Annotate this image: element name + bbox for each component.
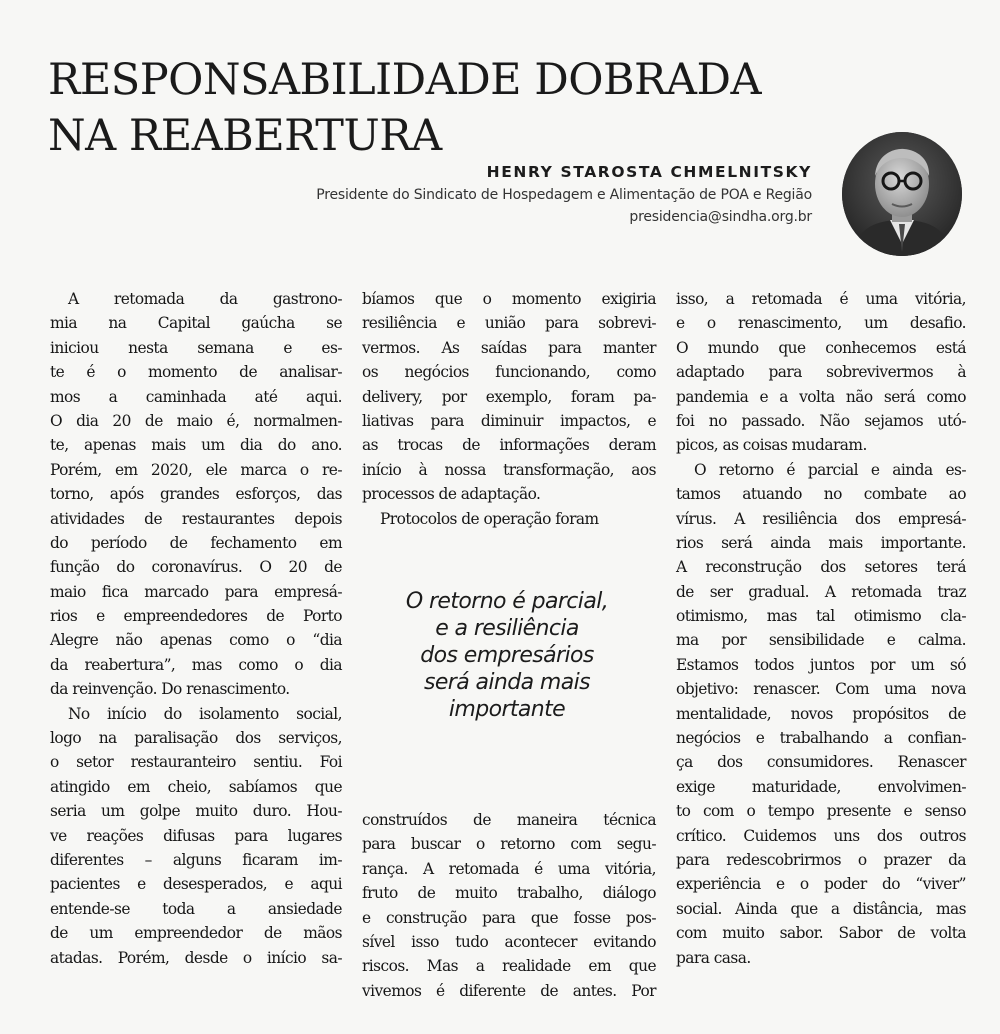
text-line: riscos. Mas a realidade em que xyxy=(362,957,656,976)
author-name: HENRY STAROSTA CHMELNITSKY xyxy=(486,163,812,181)
text-line: picos, as coisas mudaram. xyxy=(676,436,867,455)
text-line: Alegre não apenas como o “dia xyxy=(50,631,342,650)
article-column-2-top xyxy=(362,287,656,531)
text-line: para casa. xyxy=(676,948,751,967)
text-line: atingido em cheio, sabíamos que xyxy=(50,777,342,796)
text-line: tamos atuando no combate ao xyxy=(676,485,966,504)
text-line: O retorno é parcial e ainda es- xyxy=(694,460,966,479)
pull-quote-line: e a resiliência xyxy=(435,616,579,641)
pull-quote-line: dos empresários xyxy=(420,643,594,668)
article-column-3 xyxy=(676,287,966,970)
text-line: rios será ainda mais importante. xyxy=(676,533,966,552)
headline xyxy=(48,52,808,164)
text-line: delivery, por exemplo, foram pa- xyxy=(362,387,656,406)
text-line: otimismo, mas tal otimismo cla- xyxy=(676,607,966,626)
text-line: vírus. A resiliência dos empresá- xyxy=(676,509,966,528)
text-line: rança. A retomada é uma vitória, xyxy=(362,859,656,878)
text-line: A retomada da gastrono- xyxy=(68,290,342,308)
text-line: No início do isolamento social, xyxy=(68,704,342,723)
text-line: de ser gradual. A retomada traz xyxy=(676,582,966,601)
pull-quote-line: importante xyxy=(448,697,566,722)
text-line: crítico. Cuidemos uns dos outros xyxy=(676,826,966,845)
text-line: função do coronavírus. O 20 de xyxy=(50,558,342,577)
text-line: pandemia e a volta não será como xyxy=(676,387,966,406)
text-line: Porém, em 2020, ele marca o re- xyxy=(50,460,342,479)
text-line: atividades de restaurantes depois xyxy=(50,509,342,528)
text-line: ça dos consumidores. Renascer xyxy=(676,753,966,772)
text-line: maio fica marcado para empresá- xyxy=(50,582,342,601)
text-line: vermos. As saídas para manter xyxy=(362,338,656,357)
text-line: as trocas de informações deram xyxy=(362,436,656,455)
text-line: iniciou nesta semana e es- xyxy=(50,338,342,357)
author-photo xyxy=(842,132,962,256)
text-line: social. Ainda que a distância, mas xyxy=(676,899,966,918)
text-line: negócios e trabalhando a confian- xyxy=(676,729,966,748)
text-line: com muito sabor. Sabor de volta xyxy=(676,924,966,943)
text-line: início à nossa transformação, aos xyxy=(362,460,656,479)
text-line: seria um golpe muito duro. Hou- xyxy=(50,802,342,821)
pull-quote xyxy=(372,588,642,723)
text-line: os negócios funcionando, como xyxy=(362,363,656,382)
text-line: experiência e o poder do “viver” xyxy=(676,875,966,894)
text-line: O mundo que conhecemos está xyxy=(676,338,966,357)
text-line: da reinvenção. Do renascimento. xyxy=(50,680,290,699)
byline xyxy=(316,160,812,228)
text-line: para buscar o retorno com segu- xyxy=(362,835,656,854)
text-line: logo na paralisação dos serviços, xyxy=(50,729,342,748)
text-line: resiliência e união para sobrevi- xyxy=(362,314,656,333)
text-line: te, apenas mais um dia do ano. xyxy=(50,436,342,455)
text-line: fruto de muito trabalho, diálogo xyxy=(362,884,656,903)
headline-line-1: RESPONSABILIDADE DOBRADA xyxy=(48,55,762,105)
text-line: construídos de maneira técnica xyxy=(362,811,656,829)
text-line: atadas. Porém, desde o início sa- xyxy=(50,948,342,967)
text-line: mia na Capital gaúcha se xyxy=(50,314,342,333)
text-line: pacientes e desesperados, e aqui xyxy=(50,875,342,894)
text-line: rios e empreendedores de Porto xyxy=(50,607,342,626)
text-line: diferentes – alguns ficaram im- xyxy=(50,850,342,869)
text-line: sível isso tudo acontecer evitando xyxy=(362,932,656,951)
text-line: mentalidade, novos propósitos de xyxy=(676,704,966,723)
headline-line-2: NA REABERTURA xyxy=(48,111,442,161)
text-line: ma por sensibilidade e calma. xyxy=(676,631,966,650)
text-line: da reabertura”, mas como o dia xyxy=(50,655,342,674)
text-line: o setor restauranteiro sentiu. Foi xyxy=(50,753,342,772)
text-line: para redescobrirmos o prazer da xyxy=(676,850,966,869)
text-line: entende-se toda a ansiedade xyxy=(50,899,342,918)
text-line: A reconstrução dos setores terá xyxy=(676,558,966,577)
text-line: ve reações difusas para lugares xyxy=(50,826,342,845)
text-line: liativas para diminuir impactos, e xyxy=(362,411,656,430)
article-column-1 xyxy=(50,287,342,970)
author-role: Presidente do Sindicato de Hospedagem e Alimentação de POA e Região xyxy=(316,187,812,203)
text-line: foi no passado. Não sejamos utó- xyxy=(676,411,966,430)
text-line: Protocolos de operação foram xyxy=(380,509,599,528)
text-line: exige maturidade, envolvimen- xyxy=(676,777,966,796)
author-portrait-image xyxy=(842,132,962,256)
text-line: e o renascimento, um desafio. xyxy=(676,314,966,333)
text-line: torno, após grandes esforços, das xyxy=(50,485,342,504)
text-line: do período de fechamento em xyxy=(50,533,342,552)
pull-quote-line: O retorno é parcial, xyxy=(405,589,609,614)
text-line: O dia 20 de maio é, normalmen- xyxy=(50,411,342,430)
text-line: e construção para que fosse pos- xyxy=(362,908,656,927)
text-line: Estamos todos juntos por um só xyxy=(676,655,966,674)
text-line: bíamos que o momento exigiria xyxy=(362,290,656,308)
author-email: presidencia@sindha.org.br xyxy=(629,209,812,225)
text-line: isso, a retomada é uma vitória, xyxy=(676,290,966,308)
article-column-2-bottom xyxy=(362,808,656,1003)
text-line: adaptado para sobrevivermos à xyxy=(676,363,966,382)
text-line: te é o momento de analisar- xyxy=(50,363,342,382)
text-line: objetivo: renascer. Com uma nova xyxy=(676,680,966,699)
text-line: to com o tempo presente e senso xyxy=(676,802,966,821)
text-line: mos a caminhada até aqui. xyxy=(50,387,342,406)
text-line: vivemos é diferente de antes. Por xyxy=(362,981,656,1000)
pull-quote-line: será ainda mais xyxy=(424,670,590,695)
text-line: processos de adaptação. xyxy=(362,485,541,504)
text-line: de um empreendedor de mãos xyxy=(50,924,342,943)
